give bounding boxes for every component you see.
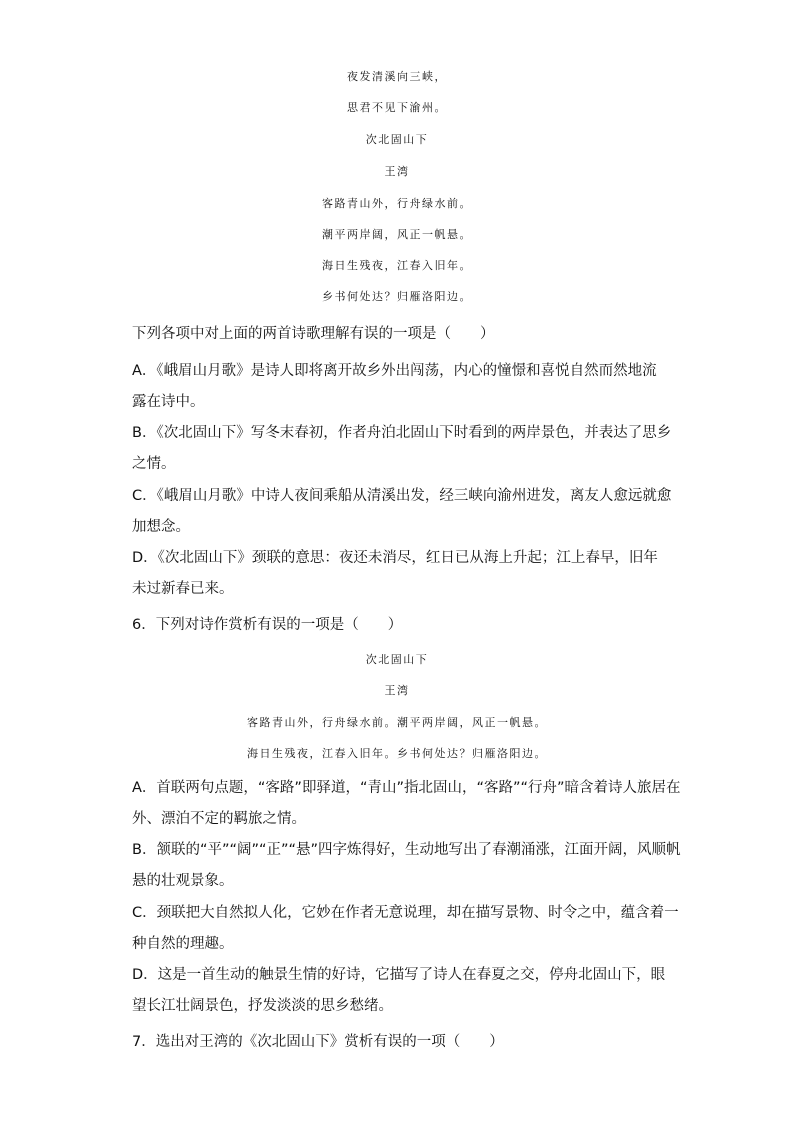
- poem2-title: 次北固山下: [365, 133, 429, 146]
- question5-option-c-line1: C．《峨眉山月歌》中诗人夜间乘船从清溪出发，经三峡向渝州进发，离友人愈远就愈: [132, 488, 672, 504]
- question6-poem-line-1: 客路青山外，行舟绿水前。潮平两岸阔，风正一帆悬。: [247, 716, 547, 729]
- question6-option-b-line1: B．颔联的“平”“阔”“正”“悬”四字炼得好，生动地写出了春潮涌涨，江面开阔，风顺帆: [132, 842, 681, 858]
- poem1-line-3: 夜发清溪向三峡，: [347, 70, 447, 83]
- question5-option-d-line1: D．《次北固山下》颈联的意思：夜还未消尽，红日已从海上升起；江上春早，旧年: [132, 550, 658, 566]
- question5-stem: 下列各项中对上面的两首诗歌理解有误的一项是（ ）: [132, 326, 495, 342]
- question5-option-a-line1: A．《峨眉山月歌》是诗人即将离开故乡外出闯荡，内心的憧憬和喜悦自然而然地流: [132, 363, 657, 379]
- question6-poem-author: 王湾: [384, 684, 410, 697]
- question5-option-b-line1: B．《次北固山下》写冬末春初，作者舟泊北固山下时看到的两岸景色，并表达了思乡: [132, 425, 672, 441]
- question5-option-a-line2: 露在诗中。: [132, 394, 205, 410]
- question7-stem: 7．选出对王湾的《次北固山下》赏析有误的一项（ ）: [132, 1034, 504, 1050]
- question6-option-c-line2: 种自然的理趣。: [132, 936, 234, 952]
- question5-option-b-line2: 之情。: [132, 456, 176, 472]
- question5-option-d-line2: 未过新春已来。: [132, 581, 234, 597]
- question6-poem-line-2: 海日生残夜，江春入旧年。乡书何处达？归雁洛阳边。: [247, 747, 547, 760]
- poem2-author: 王湾: [384, 165, 410, 178]
- poem2-line-2: 潮平两岸阔，风正一帆悬。: [322, 228, 472, 241]
- question6-option-a-line2: 外、漂泊不定的羁旅之情。: [132, 811, 306, 827]
- question6-stem: 6．下列对诗作赏析有误的一项是（ ）: [132, 617, 403, 633]
- question6-poem-title: 次北固山下: [365, 653, 429, 666]
- poem1-line-4: 思君不见下渝州。: [347, 101, 447, 114]
- question6-option-d-line2: 望长江壮阔景色，抒发淡淡的思乡愁绪。: [132, 998, 393, 1014]
- question6-option-a-line1: A．首联两句点题，“客路”即驿道，“青山”指北固山，“客路”“行舟”暗含着诗人旅居在: [132, 780, 681, 796]
- question6-option-b-line2: 悬的壮观景象。: [132, 873, 234, 889]
- question6-option-c-line1: C．颈联把大自然拟人化，它妙在作者无意说理，却在描写景物、时令之中，蕴含着一: [132, 905, 679, 921]
- poem2-line-3: 海日生残夜，江春入旧年。: [322, 259, 472, 272]
- poem2-line-4: 乡书何处达？归雁洛阳边。: [322, 290, 472, 303]
- poem2-line-1: 客路青山外，行舟绿水前。: [322, 197, 472, 210]
- question6-option-d-line1: D．这是一首生动的触景生情的好诗，它描写了诗人在春夏之交，停舟北固山下，眼: [132, 967, 666, 983]
- question5-option-c-line2: 加想念。: [132, 519, 190, 535]
